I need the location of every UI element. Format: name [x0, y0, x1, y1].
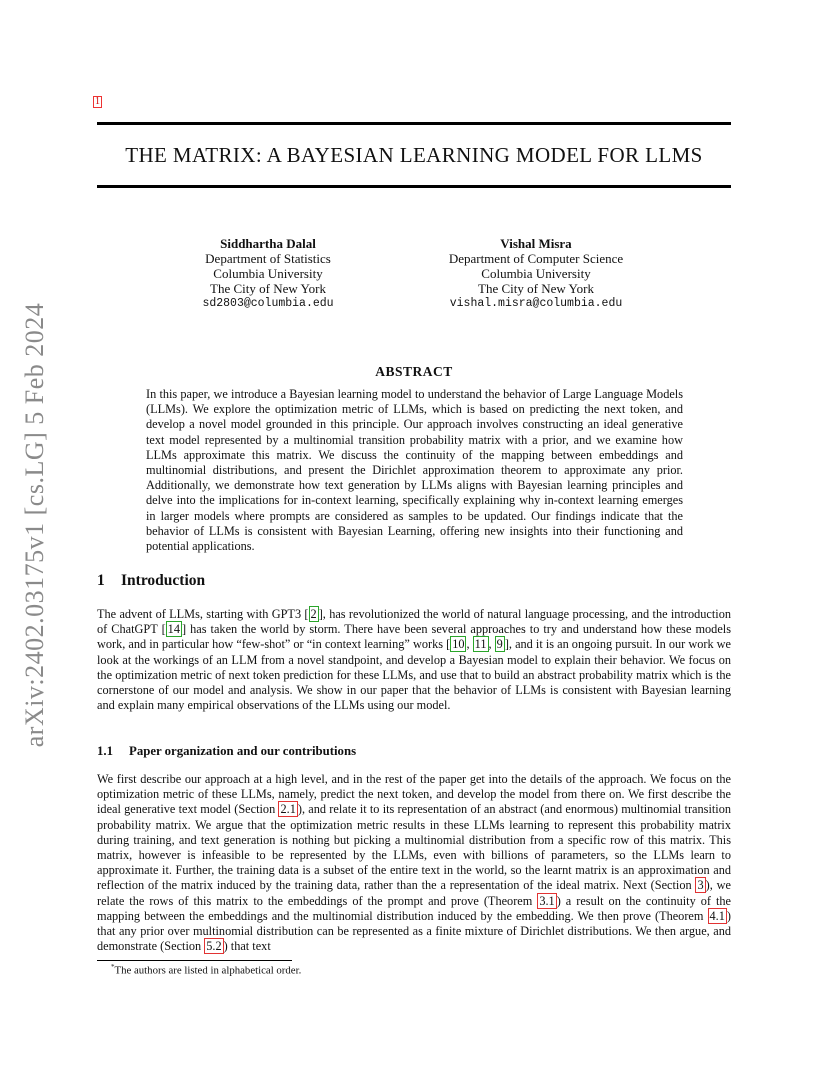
citation-link[interactable]: 14 [167, 622, 180, 637]
author-department: Department of Statistics [205, 251, 331, 266]
author-department: Department of Computer Science [448, 251, 624, 266]
section-number: 1 [97, 572, 105, 589]
author-city: The City of New York [210, 281, 326, 296]
text-run: ) that text [223, 939, 271, 954]
citation-link[interactable]: 10 [452, 637, 465, 652]
subsection-heading-paper-organization [97, 744, 356, 759]
author-block-1 [168, 236, 368, 311]
citation-link[interactable]: 9 [496, 637, 503, 652]
text-run: ) a result on the continuity of the mapping between the embeddings and the multinomial distribution induced by the embedding. We then prove (Theorem [97, 893, 731, 923]
text-run: ], has revolutionized the world of natural language processing, and the introduction of ChatGPT [ [97, 607, 731, 637]
text-run: The advent of LLMs, starting with GPT3 [ [97, 607, 309, 621]
author-institution: Columbia University [481, 266, 591, 281]
text-run: , [488, 637, 495, 652]
footnote-text: The authors are listed in alphabetical order. [114, 964, 302, 977]
citation-link[interactable]: 2 [310, 607, 317, 621]
text-run: ) that any prior over multinomial distribution can be represented as a finite mixture of Dirichlet distributions. We then argue, and demonstrate (Section [97, 908, 731, 954]
author-institution: Columbia University [213, 266, 323, 281]
author-email[interactable]: vishal.misra@columbia.edu [449, 297, 623, 310]
text-run: ), we relate the rows of this matrix to the embeddings of the prompt and prove (Theorem [97, 878, 731, 908]
title-footnote-link[interactable]: 1 [95, 96, 100, 107]
citation-link[interactable]: 11 [474, 637, 487, 652]
section-reference-link[interactable]: 3 [697, 878, 704, 893]
author-city: The City of New York [478, 281, 594, 296]
theorem-reference-link[interactable]: 3.1 [539, 893, 555, 908]
text-run: , [466, 637, 473, 652]
title-bottom-rule [97, 185, 731, 188]
section-title: Introduction [121, 572, 206, 589]
text-run: We first describe our approach at a high level, and in the rest of the paper get into the details of the approach. We focus on the optimization metric of these LLMs, namely, predict the next token, and develop the model from there on. We first describe the ideal generative text model (Section [97, 772, 731, 817]
author-block-2 [426, 236, 646, 311]
introduction-paragraph [97, 607, 731, 713]
subsection-number: 1.1 [97, 744, 113, 758]
section-reference-link[interactable]: 5.2 [206, 939, 222, 954]
footnote-marker: * [111, 963, 115, 971]
author-name: Vishal Misra [500, 236, 572, 251]
paper-title: THE MATRIX: A BAYESIAN LEARNING MODEL FOR LLMS [125, 143, 703, 167]
section-reference-link[interactable]: 2.1 [280, 802, 296, 817]
text-run: ), and relate it to its representation of an abstract (and enormous) multinomial transition probability matrix. We argue that the optimization metric results in these LLMs learning to represent this probability matrix during training, and text generation is nothing but picking a multinomial distribution from a specific row of this matrix. This matrix, however is infeasible to be represented by the LLMs, even with billions of parameters, so the LLMs learn to approximate it. Further, the training data is a subset of the entire text in the world, so the learnt matrix is an approximation and reflection of the matrix induced by the training data, rather than the a representation of the ideal matrix. Next (Section [97, 802, 731, 893]
text-run: ] has taken the world by storm. There have been several approaches to try and understand how these models work, and in particular how “few-shot” or “in context learning” works [ [97, 622, 731, 652]
organization-paragraph [97, 772, 731, 954]
theorem-reference-link[interactable]: 4.1 [709, 908, 725, 923]
abstract-heading: ABSTRACT [375, 364, 453, 379]
arxiv-identifier-stamp: arXiv:2402.03175v1 [cs.LG] 5 Feb 2024 [20, 302, 49, 748]
author-name: Siddhartha Dalal [220, 236, 316, 251]
footnote-rule [97, 960, 292, 961]
author-email[interactable]: sd2803@columbia.edu [202, 297, 334, 310]
text-run: ], and it is an ongoing pursuit. In our work we look at the workings of an LLM from a novel standpoint, and develop a Bayesian model to explain their behavior. We focus on the optimization metric of next token prediction for these LLMs, and use that to build an abstract probability matrix which is the cornerstone of our model and analysis. We show in our paper that the behavior of LLMs is consistent with Bayesian learning and explain many empirical observations of the LLMs using our model. [97, 637, 732, 713]
footnote [111, 963, 301, 977]
section-heading-introduction [97, 572, 205, 590]
title-top-rule [97, 122, 731, 125]
abstract-text: In this paper, we introduce a Bayesian learning model to understand the behavior of Large Language Models (LLMs). We explore the optimization metric of LLMs, which is based on predicting the next token, and develop a novel model grounded in this principle. Our approach involves constructing an ideal generative text model represented by a multinomial transition probability matrix with a prior, and we examine how LLMs approximate this matrix. We discuss the continuity of the mapping between embeddings and multinomial distributions, and present the Dirichlet approximation theorem to approximate any prior. Additionally, we demonstrate how text generation by LLMs aligns with Bayesian learning principles and delve into the implications for in-context learning, specifically explaining why in-context learning emerges in larger models where prompts are considered as samples to be updated. Our findings indicate that the behavior of LLMs is consistent with Bayesian Learning, offering new insights into their functioning and potential applications. [146, 387, 683, 554]
subsection-title: Paper organization and our contributions [129, 744, 357, 758]
